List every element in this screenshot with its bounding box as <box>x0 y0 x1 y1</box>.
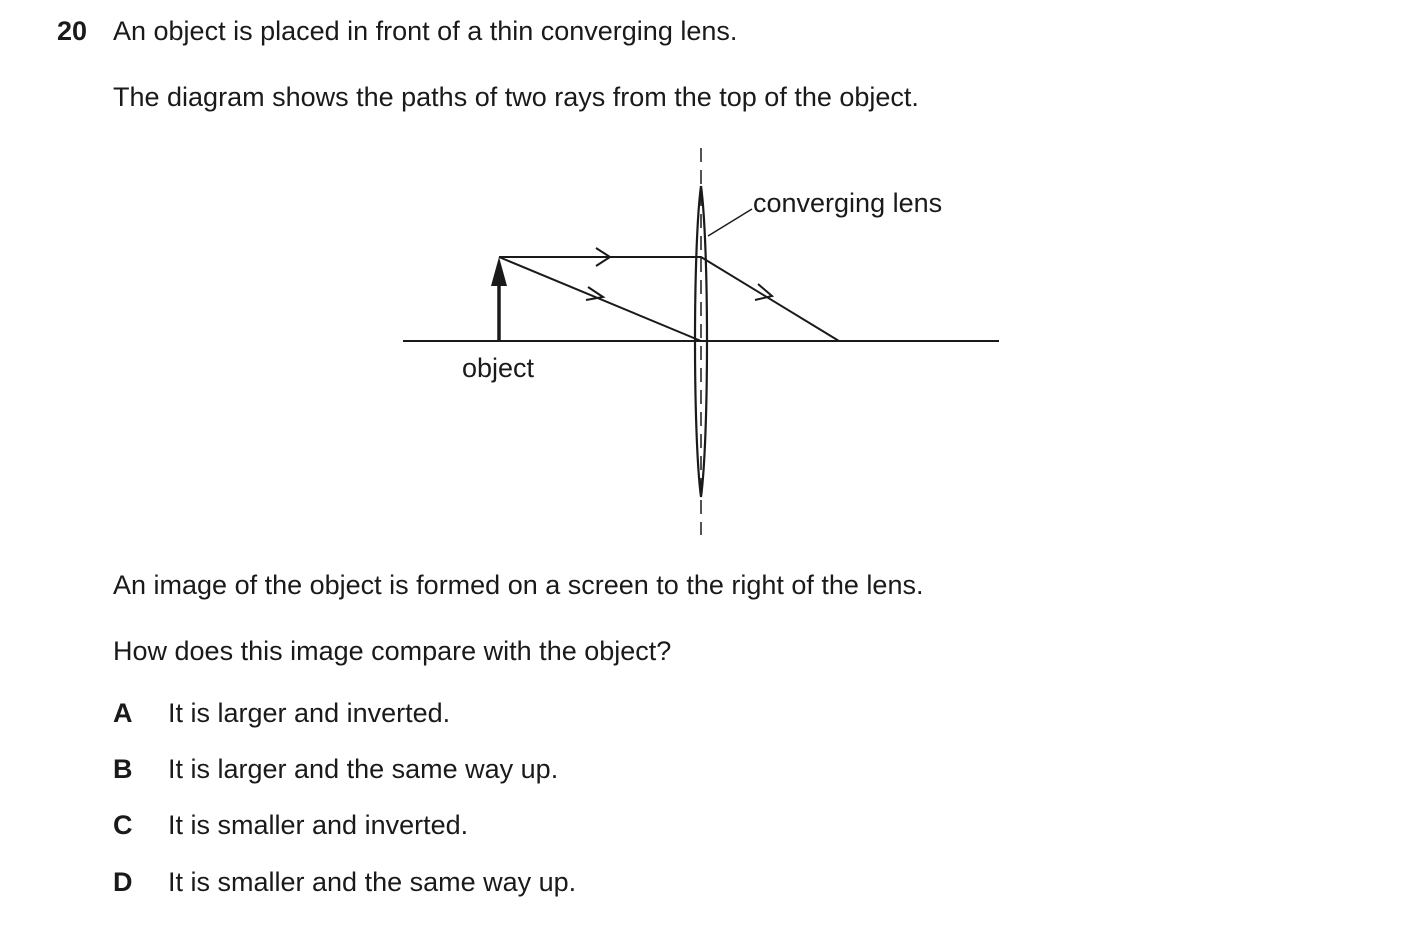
object-arrow-head <box>491 257 507 286</box>
option-letter: A <box>113 698 133 728</box>
option-text: It is smaller and the same way up. <box>168 867 577 897</box>
option-b[interactable] <box>113 752 583 786</box>
option-text: It is larger and the same way up. <box>168 754 559 784</box>
object-label: object <box>462 353 535 383</box>
question-stem-image-info: An image of the object is formed on a screen to the right of the lens. <box>113 570 924 600</box>
option-letter: C <box>113 810 133 840</box>
option-a[interactable] <box>113 696 473 730</box>
lens-label: converging lens <box>753 188 943 218</box>
ray-through-centre <box>499 257 701 341</box>
question-stem-intro: An object is placed in front of a thin converging lens. <box>113 16 738 46</box>
option-letter: D <box>113 867 133 897</box>
option-letter: B <box>113 754 133 784</box>
lens-label-leader <box>708 209 752 236</box>
option-text: It is smaller and inverted. <box>168 810 469 840</box>
option-c[interactable] <box>113 808 488 842</box>
question-stem-diagram-description: The diagram shows the paths of two rays from the top of the object. <box>113 82 919 112</box>
option-d[interactable] <box>113 865 603 899</box>
option-text: It is larger and inverted. <box>168 698 451 728</box>
question-prompt: How does this image compare with the object? <box>113 636 672 666</box>
question-number: 20 <box>57 16 88 46</box>
